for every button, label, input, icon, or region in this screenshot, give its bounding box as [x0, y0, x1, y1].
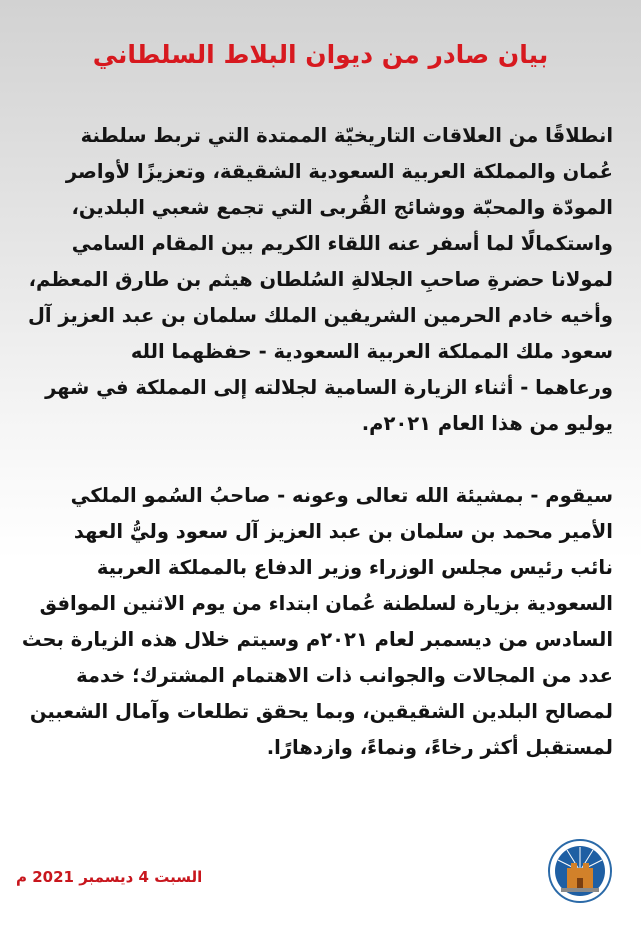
text-line: السادس من ديسمبر لعام ٢٠٢١م وسيتم خلال هذه الزيارة بحث — [21, 628, 613, 651]
text-line: يوليو من هذا العام ٢٠٢١م. — [361, 412, 613, 435]
text-line: لمولانا حضرةِ صاحبِ الجلالةِ السُلطان هيثم بن طارق المعظم، — [28, 268, 613, 291]
text-line: المودّة والمحبّة ووشائج القُربى التي تجمع شعبي البلدين، — [71, 196, 613, 219]
text-line: الأمير محمد بن سلمان بن عبد العزيز آل سعود وليُّ العهد — [73, 520, 613, 543]
statement-paragraph-1 — [23, 118, 613, 442]
text-line: السعودية بزيارة لسلطنة عُمان ابتداء من يوم الاثنين الموافق — [39, 592, 613, 615]
royal-court-seal-icon — [547, 838, 613, 904]
text-line: واستكمالًا لما أسفر عنه اللقاء الكريم بين المقام السامي — [71, 232, 613, 255]
text-line: سعود ملك المملكة العربية السعودية - حفظهما الله — [130, 340, 613, 363]
text-line: لمستقبل أكثر رخاءً، ونماءً، وازدهارًا. — [266, 736, 613, 759]
text-line: وأخيه خادم الحرمين الشريفين الملك سلمان بن عبد العزيز آل — [27, 304, 613, 327]
text-line: انطلاقًا من العلاقات التاريخيّة الممتدة التي تربط سلطنة — [80, 124, 613, 147]
text-line: ورعاهما - أثناء الزيارة السامية لجلالته إلى المملكة في شهر — [45, 376, 613, 399]
text-line: سيقوم - بمشيئة الله تعالى وعونه - صاحبُ السُمو الملكي — [70, 484, 613, 507]
text-line: عدد من المجالات والجوانب ذات الاهتمام المشترك؛ خدمة — [76, 664, 613, 687]
text-line: نائب رئيس مجلس الوزراء وزير الدفاع بالمملكة العربية — [96, 556, 613, 579]
text-line: عُمان والمملكة العربية السعودية الشقيقة، وتعزيزًا لأواصر — [65, 160, 613, 183]
date-line: السبت 4 ديسمبر 2021 م — [16, 868, 203, 886]
statement-paragraph-2 — [23, 478, 613, 766]
page-title: بيان صادر من ديوان البلاط السلطاني — [92, 40, 549, 69]
text-line: لمصالح البلدين الشقيقين، وبما يحقق تطلعات وآمال الشعبين — [29, 700, 613, 723]
